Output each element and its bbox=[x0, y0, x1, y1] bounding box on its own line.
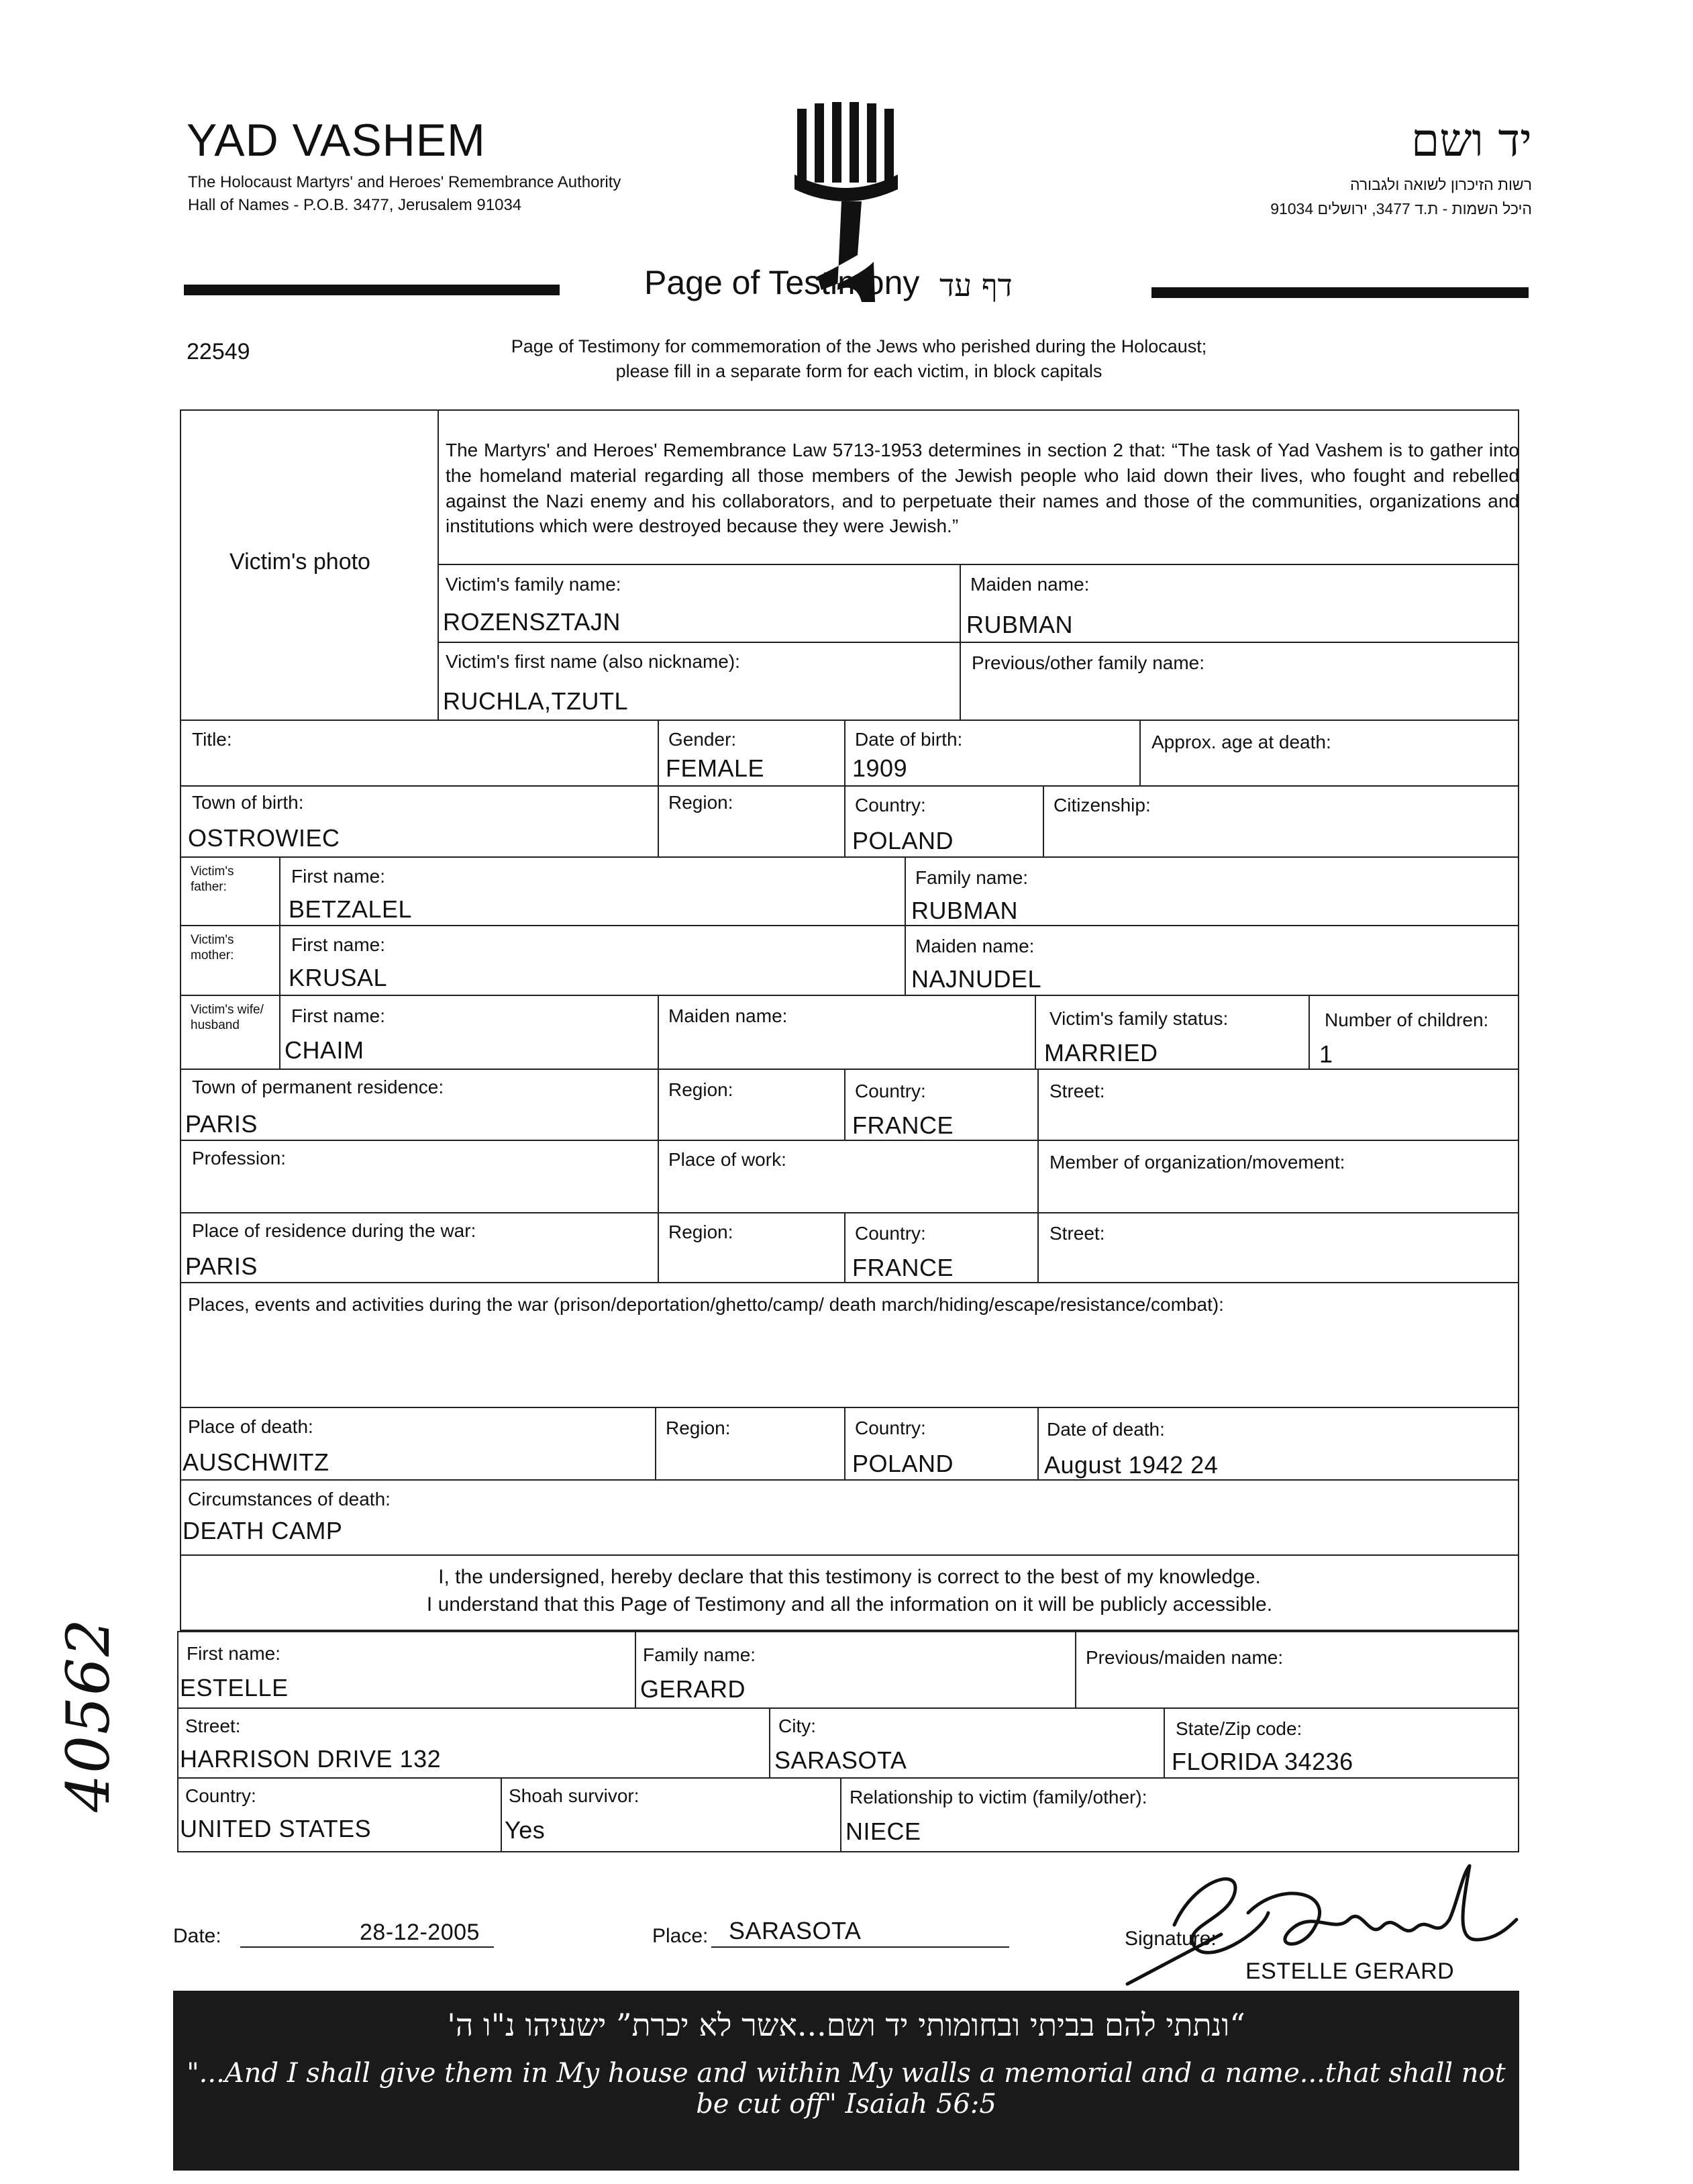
survivor-label: Shoah survivor: bbox=[509, 1785, 639, 1806]
signature-label: Signature: bbox=[1125, 1928, 1217, 1950]
form-intro bbox=[429, 334, 1288, 385]
brand-name-hebrew: יד ושם bbox=[1410, 114, 1532, 167]
spouse-row-label: Victim's wife/ husband bbox=[191, 1003, 264, 1032]
death-circumstances-label: Circumstances of death: bbox=[188, 1489, 391, 1509]
submitter-family-name-label: Family name: bbox=[643, 1644, 756, 1665]
age-label: Approx. age at death: bbox=[1151, 732, 1331, 752]
death-country: POLAND bbox=[852, 1450, 954, 1477]
spouse-maiden-name-label: Maiden name: bbox=[668, 1005, 788, 1026]
work-label: Place of work: bbox=[668, 1149, 786, 1170]
submitter-family-name: GERARD bbox=[640, 1675, 746, 1703]
residence-street-label: Street: bbox=[1049, 1081, 1105, 1101]
brand-subtitle: The Holocaust Martyrs' and Heroes' Remembrance Authority bbox=[188, 173, 621, 191]
photo-label: Victim's photo bbox=[229, 549, 370, 575]
death-country-label: Country: bbox=[855, 1418, 926, 1438]
signoff-place: SARASOTA bbox=[729, 1917, 862, 1944]
family-status-label: Victim's family status: bbox=[1049, 1008, 1229, 1029]
relationship-value: NIECE bbox=[845, 1818, 921, 1845]
submitter-street-label: Street: bbox=[185, 1716, 241, 1736]
war-country-label: Country: bbox=[855, 1223, 926, 1244]
citizenship-label: Citizenship: bbox=[1054, 795, 1151, 815]
mother-first-name: KRUSAL bbox=[289, 964, 388, 991]
footer-quote-english: "...And I shall give them in My house and within My walls a memorial and a name...that shall not be cut off" Isaiah 56:5 bbox=[187, 2058, 1506, 2120]
victim-first-name-label: Victim's first name (also nickname): bbox=[446, 651, 740, 672]
war-street-label: Street: bbox=[1049, 1223, 1105, 1244]
brand-address: Hall of Names - P.O.B. 3477, Jerusalem 91034 bbox=[188, 196, 522, 214]
war-country: FRANCE bbox=[852, 1254, 954, 1281]
victim-previous-name-label: Previous/other family name: bbox=[972, 652, 1205, 673]
signoff-date-label: Date: bbox=[173, 1925, 221, 1947]
relationship-label: Relationship to victim (family/other): bbox=[850, 1787, 1147, 1807]
survivor-value: Yes bbox=[505, 1816, 546, 1844]
submitter-country: UNITED STATES bbox=[180, 1815, 372, 1842]
father-row-label: Victim's father: bbox=[191, 864, 234, 894]
signoff-place-label: Place: bbox=[652, 1925, 709, 1947]
member-label: Member of organization/movement: bbox=[1049, 1152, 1345, 1173]
submitter-street: HARRISON DRIVE 132 bbox=[180, 1745, 442, 1773]
dob-label: Date of birth: bbox=[855, 729, 963, 750]
declaration-line-2: I understand that this Page of Testimony and all the information on it will be publicly accessible. bbox=[426, 1593, 1273, 1616]
town-birth-label: Town of birth: bbox=[192, 792, 304, 813]
dob-value: 1909 bbox=[852, 754, 908, 782]
victim-maiden-name: RUBMAN bbox=[966, 611, 1074, 638]
spouse-first-name: CHAIM bbox=[285, 1036, 364, 1064]
children-value: 1 bbox=[1319, 1040, 1333, 1068]
town-birth: OSTROWIEC bbox=[188, 824, 340, 852]
father-family-name-label: Family name: bbox=[915, 867, 1029, 888]
father-first-name-label: First name: bbox=[291, 866, 386, 887]
submitter-state-label: State/Zip code: bbox=[1176, 1718, 1302, 1739]
victim-family-name: ROZENSZTAJN bbox=[443, 608, 621, 636]
residence-town-label: Town of permanent residence: bbox=[192, 1077, 444, 1097]
brand-subtitle-hebrew: רשות הזיכרון לשואה ולגבורה bbox=[1349, 176, 1532, 193]
submitter-country-label: Country: bbox=[185, 1785, 256, 1806]
victim-maiden-name-label: Maiden name: bbox=[970, 574, 1090, 595]
residence-country-label: Country: bbox=[855, 1081, 926, 1101]
victim-first-name: RUCHLA,TZUTL bbox=[443, 687, 629, 715]
mother-first-name-label: First name: bbox=[291, 934, 386, 955]
footer-quote-hebrew: “ונתתי להם בביתי ובחומותי יד ושם...אשר לא יכרת” ישעיהו נ"ו ה' bbox=[447, 2007, 1245, 2043]
form-number: 22549 bbox=[187, 339, 250, 364]
law-text: The Martyrs' and Heroes' Remembrance Law 5713-1953 determines in section 2 that: “The task of Yad Vashem is to gather into the homeland material regarding all those members of the Jewish people who laid down their lives, who fought and rebelled against the Nazi enemy and his collaborators, and to perpetuate their names and those of the communities, organizations and institutions which were destroyed because they were Jewish.” bbox=[446, 440, 1519, 537]
title-label: Title: bbox=[192, 729, 232, 750]
death-place: AUSCHWITZ bbox=[183, 1448, 329, 1476]
spouse-first-name-label: First name: bbox=[291, 1005, 386, 1026]
profession-label: Profession: bbox=[192, 1148, 287, 1169]
war-places-label: Places, events and activities during the war (prison/deportation/ghetto/camp/ death march/hiding/escape/resistance/combat): bbox=[188, 1294, 1224, 1315]
submitter-city-label: City: bbox=[778, 1716, 816, 1736]
form-title-hebrew: דף עד bbox=[939, 267, 1013, 303]
submitter-city: SARASOTA bbox=[774, 1746, 907, 1774]
war-region-label: Region: bbox=[668, 1222, 733, 1242]
signoff-date: 28-12-2005 bbox=[360, 1920, 480, 1945]
residence-region-label: Region: bbox=[668, 1079, 733, 1100]
mother-row-label: Victim's mother: bbox=[191, 933, 234, 962]
death-place-label: Place of death: bbox=[188, 1416, 313, 1437]
intro-line-2: please fill in a separate form for each victim, in block capitals bbox=[615, 361, 1102, 382]
victim-family-name-label: Victim's family name: bbox=[446, 574, 621, 595]
family-status: MARRIED bbox=[1044, 1039, 1158, 1066]
residence-town: PARIS bbox=[185, 1110, 258, 1138]
brand-name: YAD VASHEM bbox=[187, 115, 486, 166]
children-label: Number of children: bbox=[1325, 1009, 1489, 1030]
birth-country-label: Country: bbox=[855, 795, 926, 815]
death-circumstances: DEATH CAMP bbox=[183, 1517, 343, 1544]
submitter-previous-name-label: Previous/maiden name: bbox=[1086, 1647, 1284, 1668]
birth-region-label: Region: bbox=[668, 792, 733, 813]
title-rule-left bbox=[184, 285, 560, 295]
mother-maiden-name-label: Maiden name: bbox=[915, 936, 1035, 956]
brand-address-hebrew: היכל השמות - ת.ד 3477, ירושלים 91034 bbox=[1270, 200, 1532, 217]
war-residence-town: PARIS bbox=[185, 1252, 258, 1280]
declaration-line-1: I, the undersigned, hereby declare that this testimony is correct to the best of my knowledge. bbox=[438, 1566, 1261, 1588]
birth-country: POLAND bbox=[852, 827, 954, 854]
declaration bbox=[180, 1564, 1519, 1618]
death-date: August 1942 24 bbox=[1044, 1451, 1219, 1479]
gender-label: Gender: bbox=[668, 729, 737, 750]
margin-handwritten-number: 40562 bbox=[54, 1618, 123, 1812]
submitter-first-name-label: First name: bbox=[187, 1643, 281, 1664]
mother-maiden-name: NAJNUDEL bbox=[911, 965, 1042, 993]
residence-country: FRANCE bbox=[852, 1111, 954, 1139]
intro-line-1: Page of Testimony for commemoration of the Jews who perished during the Holocaust; bbox=[511, 336, 1207, 356]
father-family-name: RUBMAN bbox=[911, 897, 1019, 924]
war-residence-label: Place of residence during the war: bbox=[192, 1220, 476, 1241]
title-rule-right bbox=[1151, 287, 1529, 298]
death-region-label: Region: bbox=[666, 1418, 731, 1438]
submitter-state: FLORIDA 34236 bbox=[1172, 1748, 1353, 1775]
father-first-name: BETZALEL bbox=[289, 895, 413, 923]
gender-value: FEMALE bbox=[666, 754, 765, 782]
submitter-first-name: ESTELLE bbox=[180, 1674, 289, 1701]
signature-printed-name: ESTELLE GERARD bbox=[1245, 1958, 1455, 1984]
form-title: Page of Testimony bbox=[644, 264, 920, 301]
death-date-label: Date of death: bbox=[1047, 1419, 1165, 1440]
